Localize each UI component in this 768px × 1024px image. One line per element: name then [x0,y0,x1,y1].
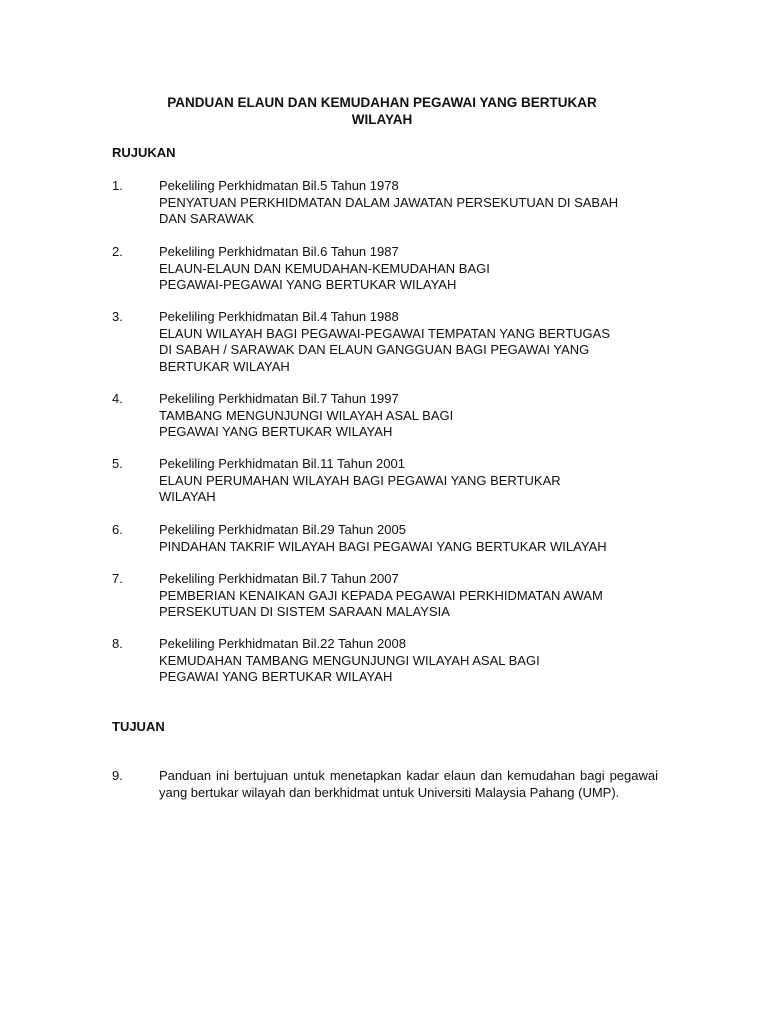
reference-body [159,571,669,621]
reference-title-line: ELAUN PERUMAHAN WILAYAH BAGI PEGAWAI YANG BERTUKAR [159,472,561,488]
reference-number: 4. [112,391,123,406]
reference-title-line: PERSEKUTUAN DI SISTEM SARAAN MALAYSIA [159,604,450,619]
reference-circular: Pekeliling Perkhidmatan Bil.7 Tahun 2007 [159,571,399,586]
rujukan-heading: RUJUKAN [112,145,176,160]
reference-number: 8. [112,636,123,651]
reference-number: 3. [112,309,123,324]
reference-number: 5. [112,456,123,471]
reference-title-line: WILAYAH [159,489,216,504]
reference-circular: Pekeliling Perkhidmatan Bil.7 Tahun 1997 [159,391,399,406]
reference-body [159,522,669,555]
reference-number: 7. [112,571,123,586]
reference-circular: Pekeliling Perkhidmatan Bil.29 Tahun 2005 [159,522,406,537]
reference-circular: Pekeliling Perkhidmatan Bil.4 Tahun 1988 [159,309,399,324]
document-title-line-1: PANDUAN ELAUN DAN KEMUDAHAN PEGAWAI YANG BERTUKAR [167,95,597,110]
reference-title-line: PINDAHAN TAKRIF WILAYAH BAGI PEGAWAI YANG BERTUKAR WILAYAH [159,538,607,554]
reference-title-line: PENYATUAN PERKHIDMATAN DALAM JAWATAN PERSEKUTUAN DI SABAH [159,194,619,210]
reference-number: 1. [112,178,123,193]
tujuan-heading: TUJUAN [112,719,165,734]
reference-title-line: DAN SARAWAK [159,211,255,226]
reference-body [159,456,669,506]
purpose-text: Panduan ini bertujuan untuk menetapkan kadar elaun dan kemudahan bagi pegawai yang bertukar wilayah dan berkhidmat untuk Universiti Malaysia Pahang (UMP). [159,768,658,800]
reference-body [159,178,669,228]
reference-body [159,636,669,686]
document-title [110,94,654,128]
reference-circular: Pekeliling Perkhidmatan Bil.22 Tahun 2008 [159,636,406,651]
reference-title-line: BERTUKAR WILAYAH [159,358,290,374]
reference-title-line: DI SABAH / SARAWAK DAN ELAUN GANGGUAN BAGI PEGAWAI YANG [159,342,590,357]
reference-circular: Pekeliling Perkhidmatan Bil.5 Tahun 1978 [159,178,399,193]
reference-title-line: PEGAWAI YANG BERTUKAR WILAYAH [159,669,393,684]
reference-number: 6. [112,522,123,537]
reference-title-line: PEGAWAI YANG BERTUKAR WILAYAH [159,424,393,439]
reference-circular: Pekeliling Perkhidmatan Bil.11 Tahun 2001 [159,456,405,471]
purpose-number: 9. [112,768,123,783]
reference-title-line: KEMUDAHAN TAMBANG MENGUNJUNGI WILAYAH ASAL BAGI [159,652,540,668]
reference-title-line: ELAUN WILAYAH BAGI PEGAWAI-PEGAWAI TEMPATAN YANG BERTUGAS [159,325,610,341]
reference-number: 2. [112,244,123,259]
reference-title-line: ELAUN-ELAUN DAN KEMUDAHAN-KEMUDAHAN BAGI [159,260,490,276]
document-title-line-2: WILAYAH [351,112,413,127]
reference-body [159,391,669,441]
reference-title-line: TAMBANG MENGUNJUNGI WILAYAH ASAL BAGI [159,407,454,423]
reference-title-line: PEGAWAI-PEGAWAI YANG BERTUKAR WILAYAH [159,277,457,292]
reference-body [159,244,669,294]
reference-circular: Pekeliling Perkhidmatan Bil.6 Tahun 1987 [159,244,399,259]
reference-title-line: PEMBERIAN KENAIKAN GAJI KEPADA PEGAWAI PERKHIDMATAN AWAM [159,587,603,603]
reference-body [159,309,669,375]
